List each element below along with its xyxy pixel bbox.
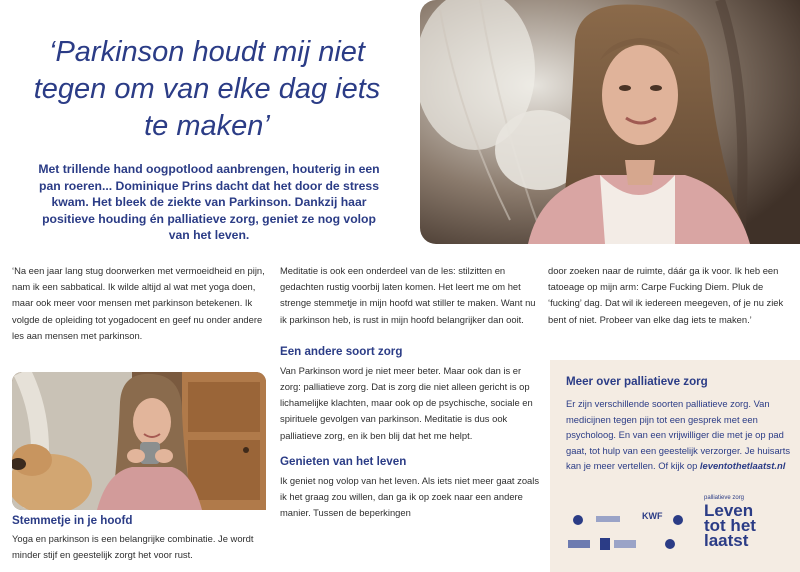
column-3 [548,263,794,328]
paragraph: Meditatie is ook een onderdeel van de les: stilzitten en gedachten rustig voorbij laten komen. Het leert me om het strenge stemmetje in mijn hoofd wat stiller te maken. Want nu ik parkinson heb, is rust in mijn hoofd belangrijker dan ooit. [280,265,536,325]
partner-logos [566,512,696,562]
brand-tagline: palliatieve zorg [704,495,745,501]
info-box-heading: Meer over palliatieve zorg [566,375,708,388]
section-stemmetje [12,513,274,563]
column-2 [280,263,542,521]
article-headline: ‘Parkinson houdt mij niet tegen om van elke dag iets te maken’ [33,36,381,142]
logo-line: tot het [704,516,756,535]
kwf-logo: KWF [642,511,663,521]
info-box-text: Er zijn verschillende soorten palliatieve zorg. Van medicijnen tegen pijn tot een gesprek met een psycholoog. En van een vrijwilliger die met je op pad gaat, tot hulp van een geestelijk verzorger. Je huisarts kan je meer vertellen. Of kijk op [566,398,791,472]
paragraph: Van Parkinson word je niet meer beter. Maar ook dan is er zorg: palliatieve zorg. Dat is zorg die niet alleen gericht is op lichamelijke klachten, maar ook op de psychische, sociale en spirituele gevolgen van parkinson. Meditatie is dus ook palliatieve zorg, en ik ben blij dat het me helpt. [280,364,533,441]
logo-line: laatst [704,531,749,550]
website-link[interactable]: leventothetlaatst.nl [699,460,786,472]
section-heading: Stemmetje in je hoofd [12,514,133,527]
logo-line: Leven [704,501,754,520]
article-intro: Met trillende hand oogpotlood aanbrengen, houterig in een pan roeren... Dominique Prins dacht dat het door de stress kwam. Het bleek de ziekte van Parkinson. Dankzij haar positieve houding én palliatieve zorg, geniet ze nog volop van het leven. [38,162,380,242]
paragraph: door zoeken naar de ruimte, dáár ga ik voor. Ik heb een tatoeage op mijn arm: Carpe Fucking Diem. Pluk de ‘fucking’ dag. Dat wil ik iedereen meegeven, of je nu ziek bent of niet. Probeer van elke dag iets te maken.’ [548,265,784,325]
column-1 [12,263,274,344]
section-heading: Een andere soort zorg [280,344,403,358]
paragraph: Yoga en parkinson is een belangrijke combinatie. Je wordt minder stijf en geestelijk zorgt het voor rust. [12,533,254,561]
paragraph: Ik geniet nog volop van het leven. Als iets niet meer gaat zoals ik het graag zou willen, dan ga ik op zoek naar een andere manier. Tussen de beperkingen [280,474,540,519]
hero-photo [420,0,800,244]
leven-tot-het-laatst-logo [704,503,794,548]
section-heading: Genieten van het leven [280,454,407,468]
info-box-body [566,396,794,474]
yoga-photo [12,372,266,510]
paragraph: ‘Na een jaar lang stug doorwerken met vermoeidheid en pijn, nam ik een sabbatical. Ik wilde altijd al wat met yoga doen, maar ook meer voor mensen met parkinson betekenen. Ik volgde de opleiding tot yogadocent en geef nu onder andere les aan mensen met parkinson. [12,265,265,341]
